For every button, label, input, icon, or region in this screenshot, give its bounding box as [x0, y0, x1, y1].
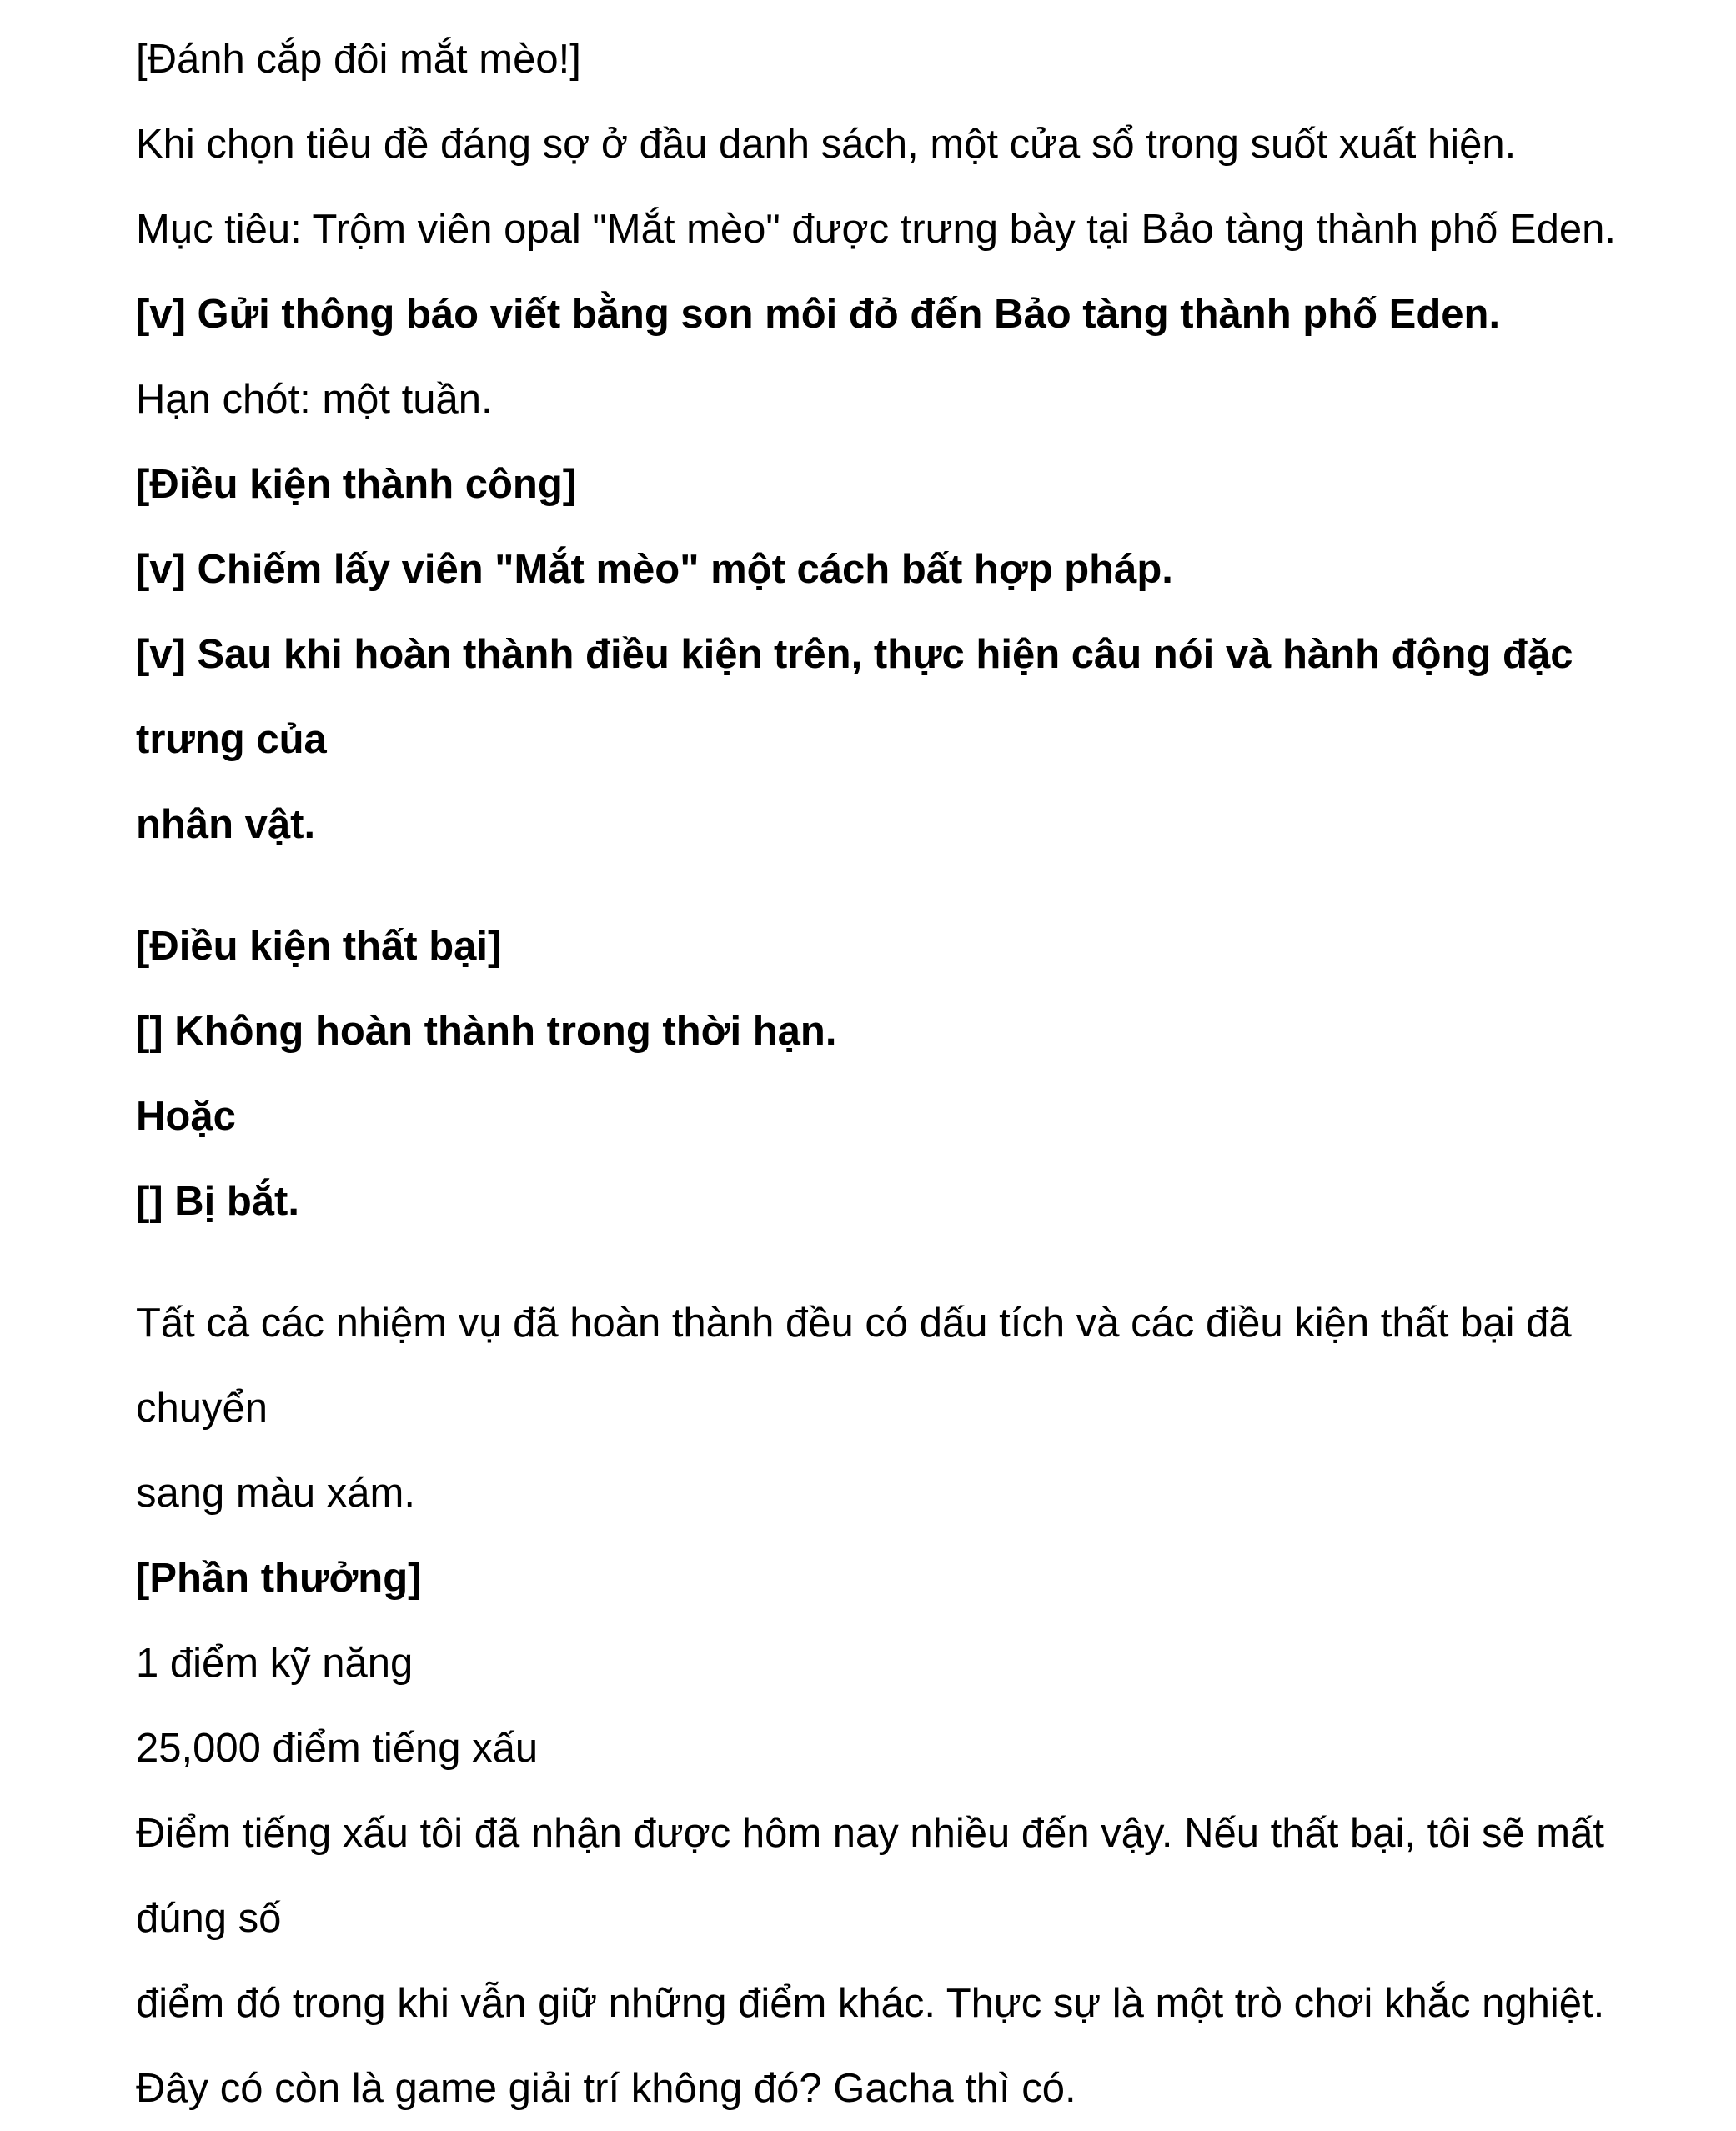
failure-condition-1: [] Không hoàn thành trong thời hạn. — [136, 1009, 837, 1054]
success-condition-1: [v] Chiếm lấy viên "Mắt mèo" một cách bất hợp pháp. — [136, 547, 1173, 592]
narration-gacha-comment: Đây có còn là game giải trí không đó? Gacha thì có. — [136, 2066, 1076, 2111]
rewards-header: [Phần thưởng] — [136, 1556, 422, 1601]
failure-condition-or: Hoặc — [136, 1094, 236, 1139]
failure-conditions-header: [Điều kiện thất bại] — [136, 924, 502, 969]
reward-infamy-points: 25,000 điểm tiếng xấu — [136, 1726, 539, 1771]
success-conditions-header: [Điều kiện thành công] — [136, 462, 577, 507]
quest-title: [Đánh cắp đôi mắt mèo!] — [136, 37, 581, 82]
narration-infamy-comment: Điểm tiếng xấu tôi đã nhận được hôm nay nhiều đến vậy. Nếu thất bại, tôi sẽ mất đúng số điểm đó trong khi vẫn giữ những điểm khác. Thực sự là một trò chơi khắc nghiệt. — [136, 1811, 1605, 2026]
failure-condition-2: [] Bị bắt. — [136, 1179, 299, 1224]
reward-skill-point: 1 điểm kỹ năng — [136, 1641, 414, 1686]
narration-checkmark-note: Tất cả các nhiệm vụ đã hoàn thành đều có dấu tích và các điều kiện thất bại đã chuyển sang màu xám. — [136, 1301, 1572, 1516]
quest-objective: Mục tiêu: Trộm viên opal "Mắt mèo" được trưng bày tại Bảo tàng thành phố Eden. — [136, 207, 1616, 252]
quest-completed-task: [v] Gửi thông báo viết bằng son môi đỏ đến Bảo tàng thành phố Eden. — [136, 292, 1501, 337]
quest-intro: Khi chọn tiêu đề đáng sợ ở đầu danh sách, một cửa sổ trong suốt xuất hiện. — [136, 122, 1517, 167]
quest-deadline: Hạn chót: một tuần. — [136, 377, 493, 422]
success-condition-2: [v] Sau khi hoàn thành điều kiện trên, thực hiện câu nói và hành động đặc trưng của nhân vật. — [136, 632, 1573, 847]
